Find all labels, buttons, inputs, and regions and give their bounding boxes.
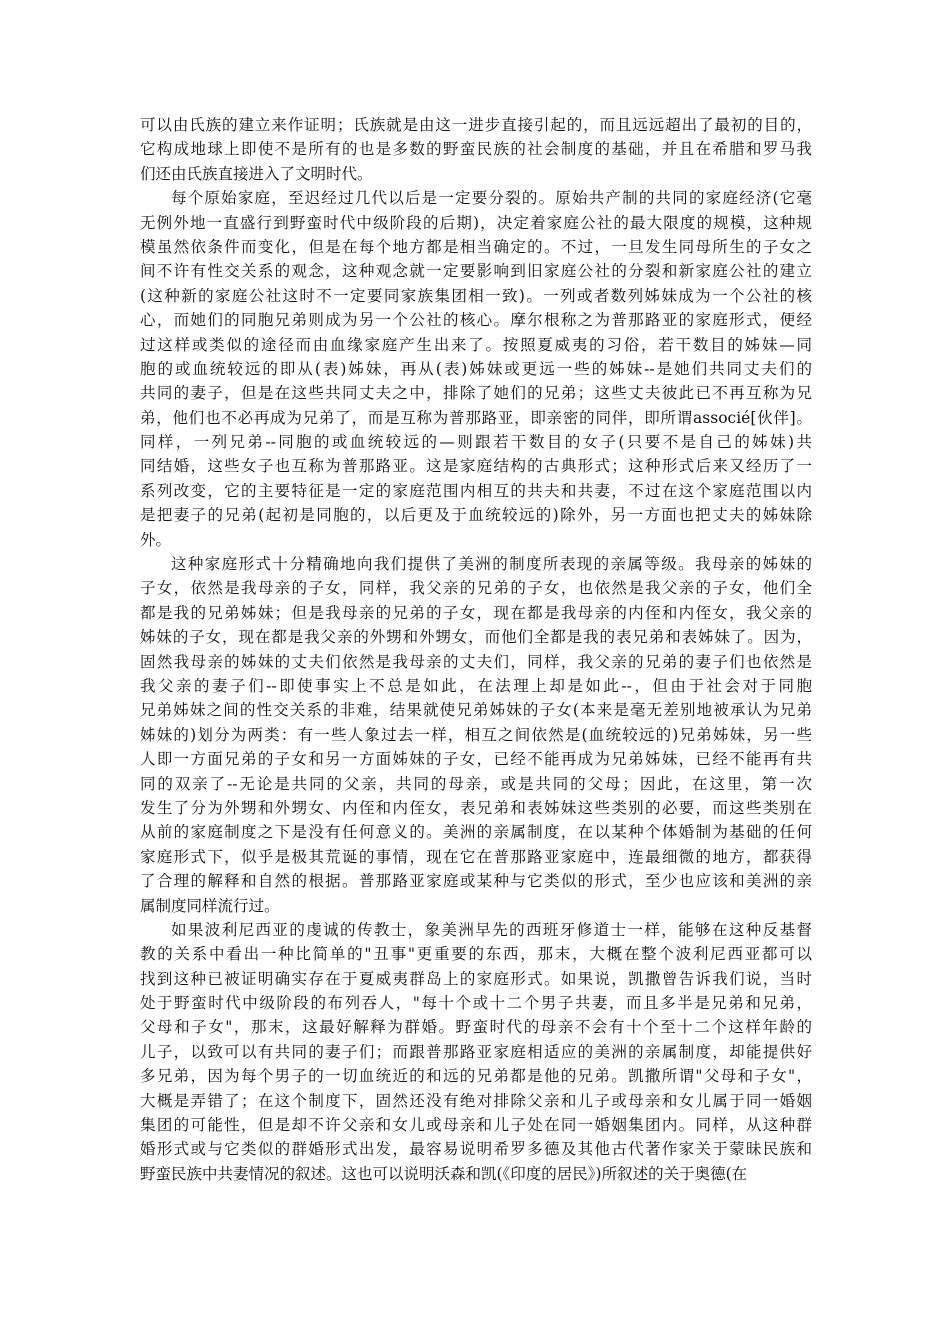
text-line: 处于野蛮时代中级阶段的布列吞人，"每十个或十二个男子共妻，而且多半是兄弟和兄弟， [140,994,812,1013]
text-line: 模虽然依条件而变化，但是在每个地方都是相当确定的。不过，一旦发生同母所生的子女之 [140,237,812,256]
text-line: 发生了分为外甥和外甥女、内侄和内侄女，表兄弟和表姊妹这些类别的必要，而这些类别在 [140,798,812,817]
paragraph [140,552,812,918]
text-line: 外。 [140,530,172,549]
paragraph [140,113,812,186]
text-line: 如果波利尼西亚的虔诚的传教士，象美洲早先的西班牙修道士一样，能够在这种反基督 [171,920,812,939]
text-line: 弟，他们也不必再成为兄弟了，而是互称为普那路亚，即亲密的同伴，即所谓associé[伙伴]。 [140,408,812,427]
text-line: 是把妻子的兄弟(起初是同胞的，以后更及于血统较远的)除外，另一方面也把丈夫的姊妹除 [140,506,812,525]
text-line: 婚形式或与它类似的群婚形式出发，最容易说明希罗多德及其他古代著作家关于蒙昧民族和 [140,1140,812,1159]
text-line: 都是我的兄弟姊妹；但是我母亲的兄弟的子女，现在都是我母亲的内侄和内侄女，我父亲的 [140,603,812,622]
text-line: 每个原始家庭，至迟经过几代以后是一定要分裂的。原始共产制的共同的家庭经济(它毫 [171,189,812,208]
text-line: 家庭形式下，似乎是极其荒诞的事情，现在它在普那路亚家庭中，连最细微的地方，都获得 [140,847,812,866]
paragraph [140,186,812,552]
text-line: 从前的家庭制度之下是没有任何意义的。美洲的亲属制度，在以某种个体婚制为基础的任何 [140,823,812,842]
text-line: 同的双亲了--无论是共同的父亲，共同的母亲，或是共同的父母；因此，在这里，第一次 [140,774,812,793]
text-line: 子女，依然是我母亲的子女，同样，我父亲的兄弟的子女，也依然是我父亲的子女，他们全 [140,579,812,598]
text-line: 教的关系中看出一种比简单的"丑事"更重要的东西，那末，大概在整个波利尼西亚都可以 [140,945,812,964]
text-line: 人即一方面兄弟的子女和另一方面姊妹的子女，已经不能再成为兄弟姊妹，已经不能再有共 [140,750,812,769]
text-line: 胞的或血统较远的即从(表)姊妹，再从(表)姊妹或更远一些的姊妹--是她们共同丈夫们的 [140,359,812,378]
text-line: 间不许有性交关系的观念，这种观念就一定要影响到旧家庭公社的分裂和新家庭公社的建立 [140,262,812,281]
text-line: 们还由氏族直接进入了文明时代。 [140,164,373,183]
text-line: 可以由氏族的建立来作证明；氏族就是由这一进步直接引起的，而且远远超出了最初的目的， [140,116,812,134]
text-line: 同结婚，这些女子也互称为普那路亚。这是家庭结构的古典形式；这种形式后来又经历了一 [140,457,812,476]
text-line: 集团的可能性，但是却不许父亲和女儿或母亲和儿子处在同一婚姻集团内。同样，从这种群 [140,1116,812,1135]
text-line: 了合理的解释和自然的根据。普那路亚家庭或某种与它类似的形式，至少也应该和美洲的亲 [140,872,812,891]
text-line: 多兄弟，因为每个男子的一切血统近的和远的兄弟都是他的兄弟。凯撒所谓"父母和子女"， [140,1067,812,1086]
text-line: 野蛮民族中共妻情况的叙述。这也可以说明沃森和凯(《印度的居民》)所叙述的关于奥德(在 [140,1164,748,1183]
text-line: 父母和子女"，那末，这最好解释为群婚。野蛮时代的母亲不会有十个至十二个这样年龄的 [140,1018,812,1037]
text-line: 心，而她们的同胞兄弟则成为另一个公社的核心。摩尔根称之为普那路亚的家庭形式，便经 [140,311,812,330]
paragraph [140,918,812,1186]
text-line: 无例外地一直盛行到野蛮时代中级阶段的后期)，决定着家庭公社的最大限度的规模，这种规 [140,213,812,232]
text-line: 找到这种已被证明确实存在于夏威夷群岛上的家庭形式。如果说，凯撒曾告诉我们说，当时 [140,969,812,988]
text-line: 固然我母亲的姊妹的丈夫们依然是我母亲的丈夫们，同样，我父亲的兄弟的妻子们也依然是 [140,652,812,671]
text-line: 大概是弄错了；在这个制度下，固然还没有绝对排除父亲和儿子或母亲和女儿属于同一婚姻 [140,1091,812,1110]
text-line: 系列改变，它的主要特征是一定的家庭范围内相互的共夫和共妻，不过在这个家庭范围以内 [140,481,812,500]
text-line: 过这样或类似的途径而由血缘家庭产生出来了。按照夏威夷的习俗，若干数目的姊妹—同 [140,335,812,354]
text-line: 儿子，以致可以有共同的妻子们；而跟普那路亚家庭相适应的美洲的亲属制度，却能提供好 [140,1042,812,1061]
text-line: 这种家庭形式十分精确地向我们提供了美洲的制度所表现的亲属等级。我母亲的姊妹的 [171,555,812,574]
text-line: 同样，一列兄弟--同胞的或血统较远的—则跟若干数目的女子(只要不是自己的姊妹)共 [140,433,812,452]
text-line: (这种新的家庭公社这时不一定要同家族集团相一致)。一列或者数列姊妹成为一个公社的核 [140,286,812,305]
document-body [140,113,812,1186]
text-line: 兄弟姊妹之间的性交关系的非难，结果就使兄弟姊妹的子女(本来是毫无差别地被承认为兄弟 [140,701,812,720]
text-line: 属制度同样流行过。 [140,896,280,915]
text-line: 姊妹的子女，现在都是我父亲的外甥和外甥女，而他们全都是我的表兄弟和表姊妹了。因为， [140,628,812,647]
text-line: 我父亲的妻子们--即使事实上不总是如此，在法理上却是如此--，但由于社会对于同胞 [140,676,812,695]
text-line: 共同的妻子，但是在这些共同丈夫之中，排除了她们的兄弟；这些丈夫彼此已不再互称为兄 [140,384,812,403]
text-line: 它构成地球上即使不是所有的也是多数的野蛮民族的社会制度的基础，并且在希腊和罗马我 [140,140,812,159]
text-line: 姊妹的)划分为两类：有一些人象过去一样，相互之间依然是(血统较远的)兄弟姊妹，另一些 [140,725,812,744]
